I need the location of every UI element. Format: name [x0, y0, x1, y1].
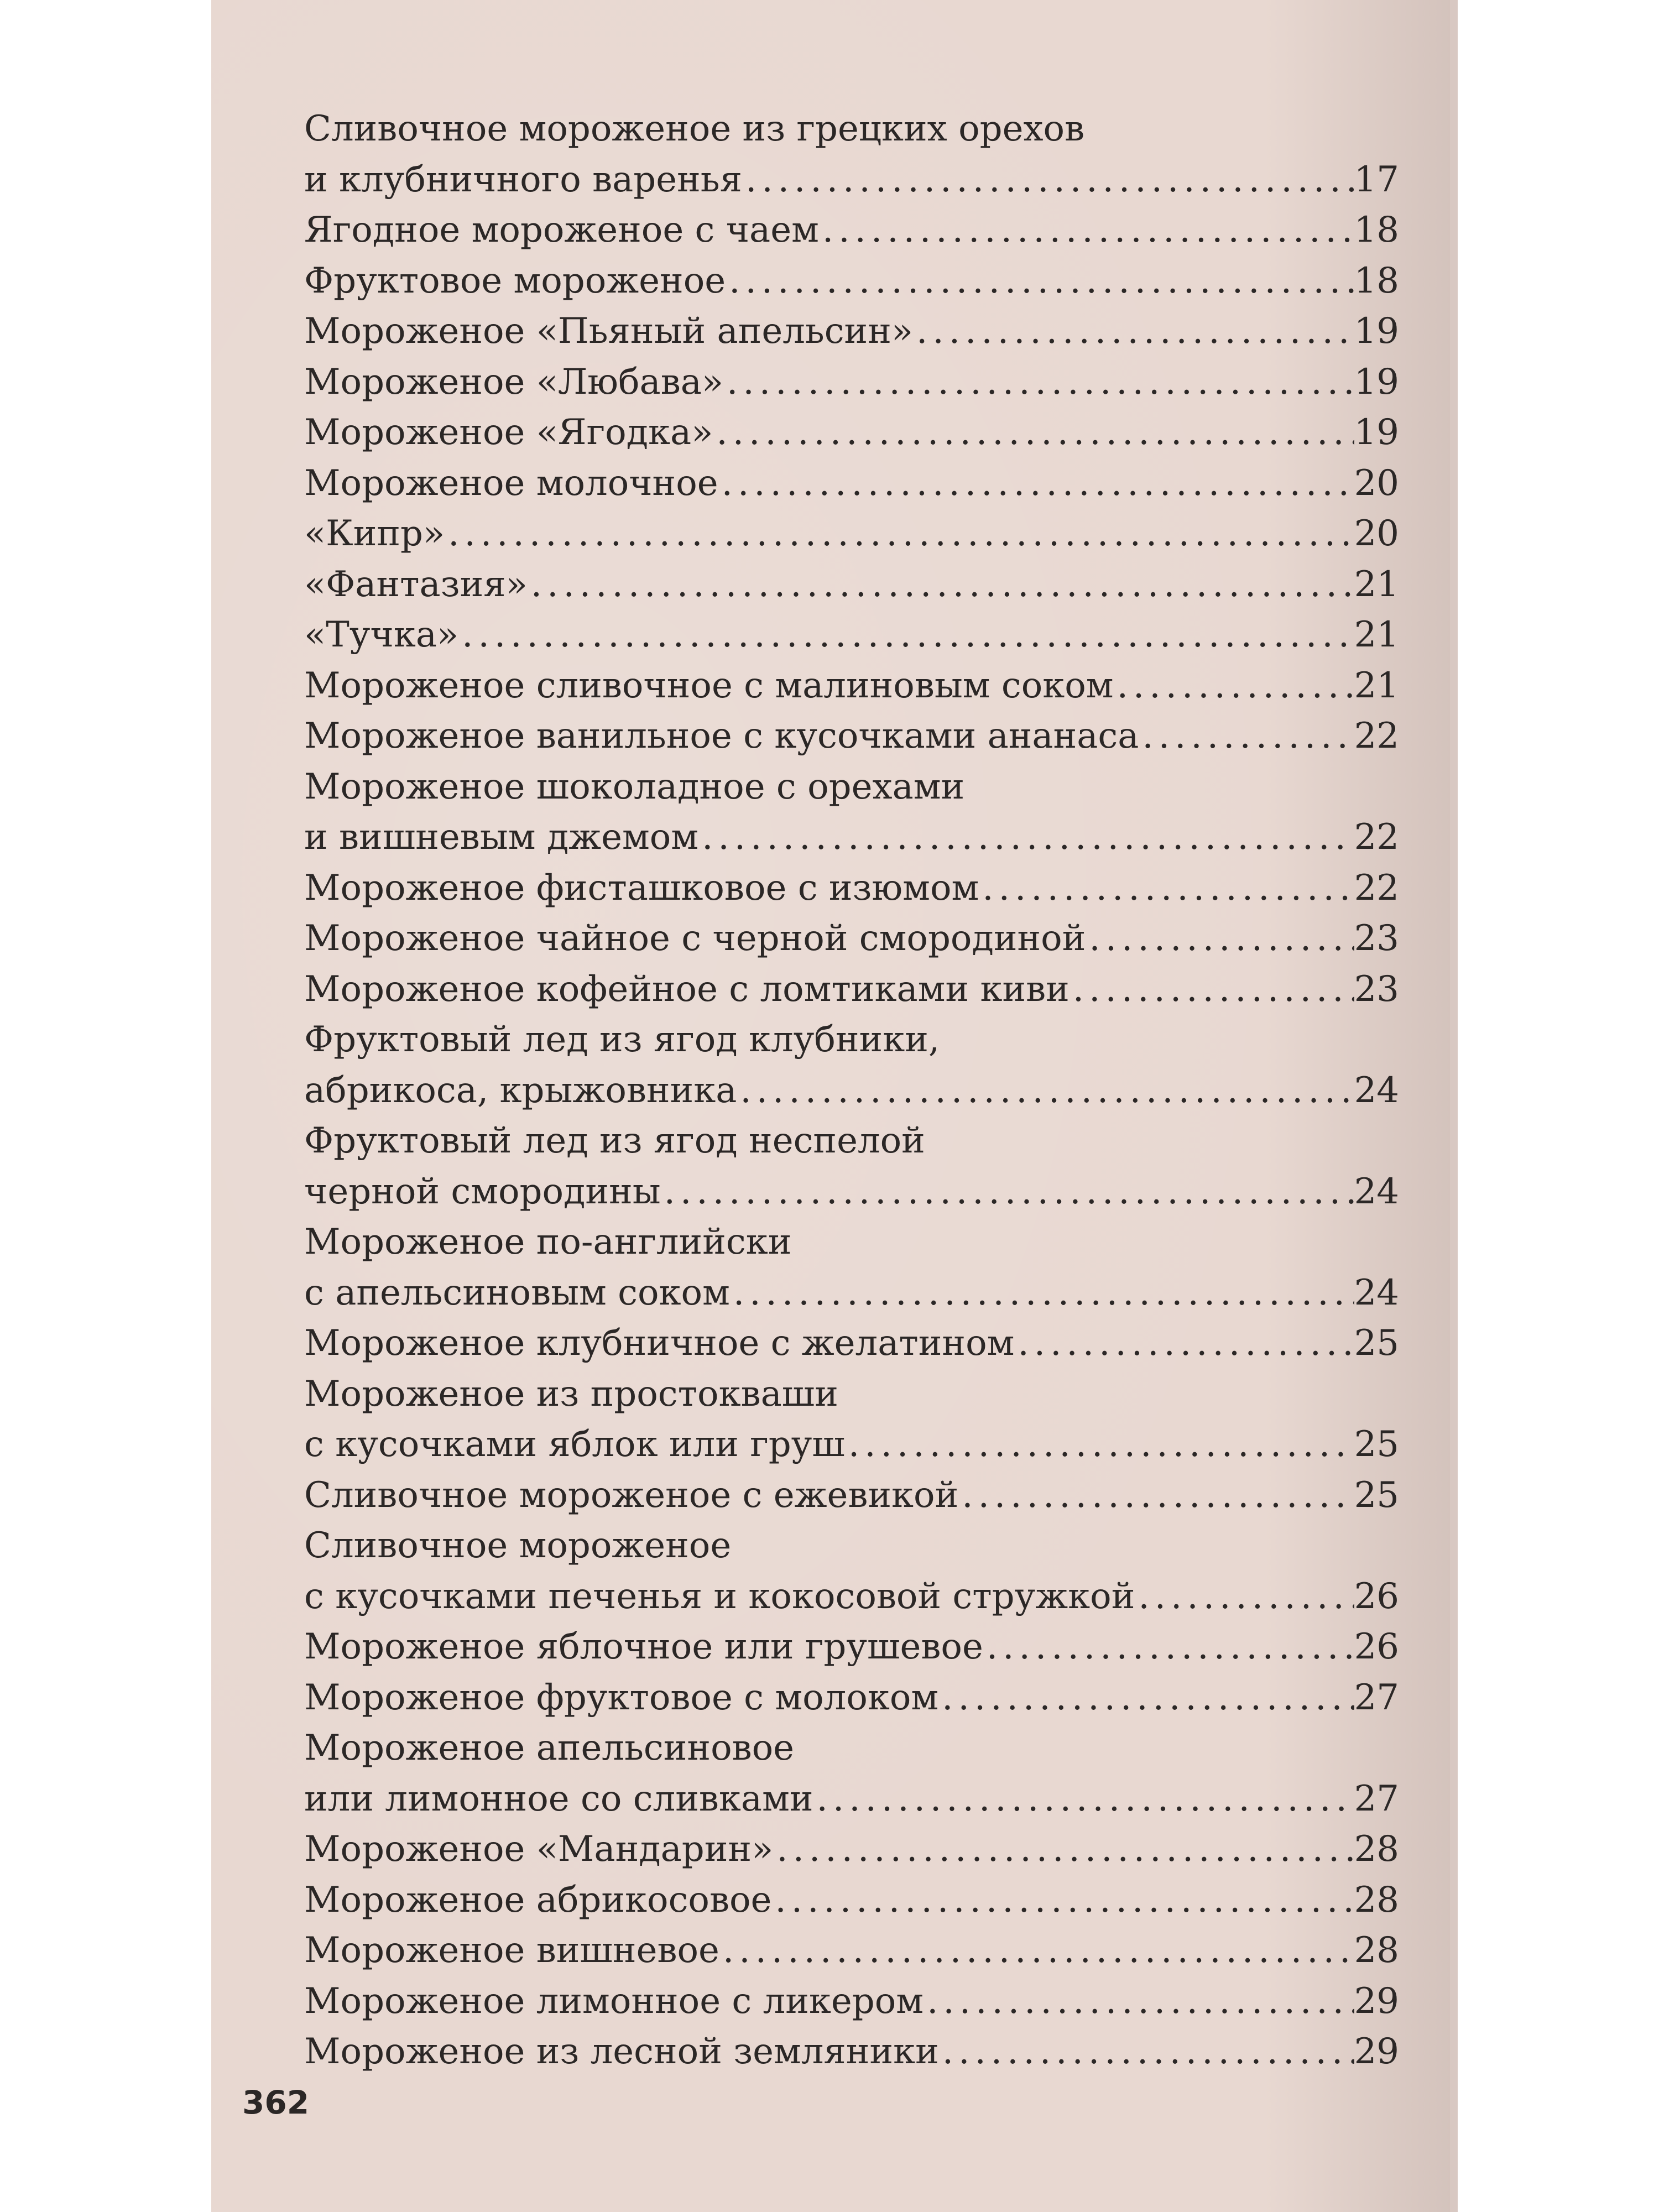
- toc-entry-page: 20: [1354, 462, 1399, 504]
- toc-entry-title: Мороженое «Любава»: [304, 361, 724, 403]
- toc-entry-title: «Кипр»: [304, 513, 445, 554]
- toc-line: [304, 1217, 1399, 1268]
- toc-entry-title: Фруктовый лед из ягод неспелой: [304, 1120, 925, 1161]
- dot-leader: [819, 205, 1354, 256]
- toc-entry-title: Мороженое яблочное или грушевое: [304, 1626, 983, 1667]
- toc-entry: [304, 1723, 1399, 1824]
- toc-entry-page: 21: [1354, 614, 1399, 655]
- toc-line: [304, 205, 1399, 256]
- toc-entry-title: или лимонное со сливками: [304, 1778, 813, 1819]
- toc-entry-title: Мороженое клубничное с желатином: [304, 1323, 1015, 1364]
- toc-entry-title: Фруктовое мороженое: [304, 260, 726, 301]
- dot-leader: [1135, 1572, 1354, 1623]
- toc-entry-page: 20: [1354, 513, 1399, 554]
- dot-leader: [737, 1066, 1354, 1117]
- toc-entry-page: 24: [1354, 1171, 1399, 1212]
- toc-line: [304, 914, 1399, 964]
- toc-line: [304, 863, 1399, 914]
- toc-entry: [304, 1926, 1399, 1976]
- toc-entry-page: 23: [1354, 968, 1399, 1010]
- toc-entry-page: 27: [1354, 1677, 1399, 1718]
- dot-leader: [773, 1824, 1354, 1875]
- dot-leader: [1139, 711, 1354, 762]
- toc-entry-title: «Фантазия»: [304, 564, 528, 605]
- toc-line: [304, 1015, 1399, 1066]
- toc-entry: [304, 1622, 1399, 1673]
- toc-entry: [304, 509, 1399, 560]
- toc-entry: [304, 1824, 1399, 1875]
- toc-entry-page: 22: [1354, 867, 1399, 909]
- toc-line: [304, 1116, 1399, 1167]
- toc-entry-title: Мороженое из простокваши: [304, 1373, 838, 1415]
- toc-entry: [304, 1369, 1399, 1470]
- toc-entry: [304, 256, 1399, 307]
- dot-leader: [958, 1470, 1354, 1521]
- toc-entry-page: 24: [1354, 1070, 1399, 1111]
- toc-entry-title: абрикоса, крыжовника: [304, 1070, 737, 1111]
- toc-entry: [304, 560, 1399, 611]
- toc-entry-title: Мороженое фруктовое с молоком: [304, 1677, 939, 1718]
- toc-entry-title: Сливочное мороженое: [304, 1525, 732, 1566]
- toc-entry-page: 21: [1354, 665, 1399, 706]
- toc-entry-page: 29: [1354, 2031, 1399, 2072]
- toc-entry: [304, 1976, 1399, 2027]
- toc-line: [304, 560, 1399, 611]
- toc-entry: [304, 1521, 1399, 1622]
- toc-entry: [304, 357, 1399, 408]
- dot-leader: [661, 1167, 1354, 1218]
- toc-entry: [304, 863, 1399, 914]
- toc-line: [304, 762, 1399, 813]
- toc-line: [304, 1723, 1399, 1774]
- toc-line: [304, 711, 1399, 762]
- toc-entry-title: Мороженое «Ягодка»: [304, 412, 713, 453]
- toc-line: [304, 1369, 1399, 1420]
- toc-entry-title: Мороженое шоколадное с орехами: [304, 766, 965, 807]
- toc-entry: [304, 306, 1399, 357]
- toc-entry-page: 25: [1354, 1323, 1399, 1364]
- toc-entry: [304, 2027, 1399, 2078]
- toc-entry-title: с кусочками печенья и кокосовой стружкой: [304, 1575, 1135, 1617]
- toc-line: [304, 1926, 1399, 1976]
- dot-leader: [1114, 661, 1354, 712]
- toc-entry: [304, 914, 1399, 964]
- toc-line: [304, 1066, 1399, 1117]
- toc-entry-page: 22: [1354, 817, 1399, 858]
- toc-entry-page: 19: [1354, 412, 1399, 453]
- toc-entry-page: 28: [1354, 1930, 1399, 1971]
- dot-leader: [913, 306, 1354, 357]
- toc-line: [304, 509, 1399, 560]
- toc-entry-page: 23: [1354, 918, 1399, 959]
- dot-leader: [718, 458, 1354, 509]
- toc-line: [304, 1824, 1399, 1875]
- dot-leader: [723, 357, 1354, 408]
- toc-entry-title: с кусочками яблок или груш: [304, 1424, 845, 1465]
- toc-entry-title: Ягодное мороженое с чаем: [304, 210, 819, 251]
- toc-entry: [304, 610, 1399, 661]
- dot-leader: [458, 610, 1354, 661]
- toc-entry: [304, 711, 1399, 762]
- toc-entry-page: 18: [1354, 210, 1399, 251]
- toc-entry-title: и клубничного варенья: [304, 159, 742, 200]
- table-of-contents: [304, 104, 1399, 2078]
- toc-entry-title: Мороженое сливочное с малиновым соком: [304, 665, 1114, 706]
- toc-entry: [304, 661, 1399, 712]
- toc-line: [304, 610, 1399, 661]
- toc-line: [304, 1622, 1399, 1673]
- toc-line: [304, 1420, 1399, 1470]
- toc-entry-title: Мороженое «Мандарин»: [304, 1829, 774, 1870]
- toc-entry-page: 21: [1354, 564, 1399, 605]
- toc-line: [304, 1774, 1399, 1825]
- toc-entry-page: 19: [1354, 311, 1399, 352]
- toc-entry-title: Мороженое «Пьяный апельсин»: [304, 311, 913, 352]
- toc-line: [304, 1268, 1399, 1319]
- toc-entry: [304, 408, 1399, 458]
- page-edge: [1450, 0, 1458, 2212]
- toc-entry-title: Мороженое молочное: [304, 462, 718, 504]
- toc-entry: [304, 458, 1399, 509]
- dot-leader: [698, 812, 1354, 863]
- dot-leader: [813, 1774, 1354, 1825]
- toc-line: [304, 256, 1399, 307]
- toc-entry-title: Мороженое абрикосовое: [304, 1879, 772, 1921]
- toc-entry-title: Мороженое из лесной земляники: [304, 2031, 939, 2072]
- dot-leader: [528, 560, 1354, 611]
- toc-entry-page: 25: [1354, 1474, 1399, 1516]
- toc-entry-page: 18: [1354, 260, 1399, 301]
- toc-entry-title: и вишневым джемом: [304, 817, 699, 858]
- page-number: 362: [242, 2084, 310, 2121]
- toc-line: [304, 408, 1399, 458]
- toc-entry-title: Фруктовый лед из ягод клубники,: [304, 1019, 940, 1060]
- toc-line: [304, 1470, 1399, 1521]
- toc-entry-page: 17: [1354, 159, 1399, 200]
- toc-entry-title: Мороженое лимонное с ликером: [304, 1980, 924, 2022]
- toc-line: [304, 1673, 1399, 1724]
- dot-leader: [771, 1875, 1354, 1926]
- toc-entry: [304, 1318, 1399, 1369]
- toc-entry: [304, 762, 1399, 863]
- toc-line: [304, 155, 1399, 206]
- toc-entry-page: 24: [1354, 1272, 1399, 1313]
- toc-line: [304, 1167, 1399, 1218]
- toc-entry-title: черной смородины: [304, 1171, 661, 1212]
- toc-entry: [304, 1470, 1399, 1521]
- toc-line: [304, 357, 1399, 408]
- toc-entry-title: Мороженое фисташковое с изюмом: [304, 867, 979, 909]
- toc-line: [304, 1572, 1399, 1623]
- toc-line: [304, 104, 1399, 155]
- toc-entry-page: 19: [1354, 361, 1399, 403]
- toc-entry-page: 22: [1354, 716, 1399, 757]
- toc-line: [304, 306, 1399, 357]
- toc-entry-page: 25: [1354, 1424, 1399, 1465]
- dot-leader: [742, 155, 1354, 206]
- toc-entry-title: Сливочное мороженое из грецких орехов: [304, 108, 1085, 149]
- dot-leader: [719, 1926, 1354, 1976]
- toc-entry-title: Мороженое ванильное с кусочками ананаса: [304, 716, 1139, 757]
- toc-entry: [304, 964, 1399, 1015]
- toc-line: [304, 1875, 1399, 1926]
- dot-leader: [979, 863, 1354, 914]
- toc-entry: [304, 104, 1399, 205]
- toc-entry: [304, 1116, 1399, 1217]
- toc-line: [304, 964, 1399, 1015]
- toc-entry-title: Мороженое кофейное с ломтиками киви: [304, 968, 1070, 1010]
- toc-entry-page: 29: [1354, 1980, 1399, 2022]
- dot-leader: [939, 2027, 1354, 2078]
- toc-entry-title: Мороженое чайное с черной смородиной: [304, 918, 1086, 959]
- dot-leader: [983, 1622, 1354, 1673]
- dot-leader: [938, 1673, 1354, 1724]
- dot-leader: [1014, 1318, 1354, 1369]
- toc-entry-page: 28: [1354, 1829, 1399, 1870]
- toc-entry: [304, 1015, 1399, 1116]
- dot-leader: [845, 1420, 1354, 1470]
- toc-entry-title: Мороженое вишневое: [304, 1930, 719, 1971]
- dot-leader: [730, 1268, 1354, 1319]
- dot-leader: [713, 408, 1354, 458]
- toc-line: [304, 2027, 1399, 2078]
- toc-line: [304, 812, 1399, 863]
- toc-entry-title: Мороженое по-английски: [304, 1222, 792, 1262]
- toc-line: [304, 1521, 1399, 1572]
- toc-entry-page: 27: [1354, 1778, 1399, 1819]
- toc-entry: [304, 1217, 1399, 1318]
- dot-leader: [1086, 914, 1354, 964]
- toc-entry-title: с апельсиновым соком: [304, 1272, 730, 1313]
- toc-entry-page: 28: [1354, 1879, 1399, 1921]
- toc-entry: [304, 1875, 1399, 1926]
- toc-line: [304, 458, 1399, 509]
- dot-leader: [1070, 964, 1354, 1015]
- toc-entry-page: 26: [1354, 1575, 1399, 1617]
- toc-line: [304, 1318, 1399, 1369]
- toc-entry-page: 26: [1354, 1626, 1399, 1667]
- dot-leader: [924, 1976, 1354, 2027]
- dot-leader: [726, 256, 1354, 307]
- dot-leader: [445, 509, 1354, 560]
- toc-entry-title: Мороженое апельсиновое: [304, 1728, 795, 1768]
- toc-entry: [304, 205, 1399, 256]
- toc-entry-title: Сливочное мороженое с ежевикой: [304, 1474, 959, 1516]
- toc-entry: [304, 1673, 1399, 1724]
- toc-entry-title: «Тучка»: [304, 614, 459, 655]
- toc-line: [304, 1976, 1399, 2027]
- toc-line: [304, 661, 1399, 712]
